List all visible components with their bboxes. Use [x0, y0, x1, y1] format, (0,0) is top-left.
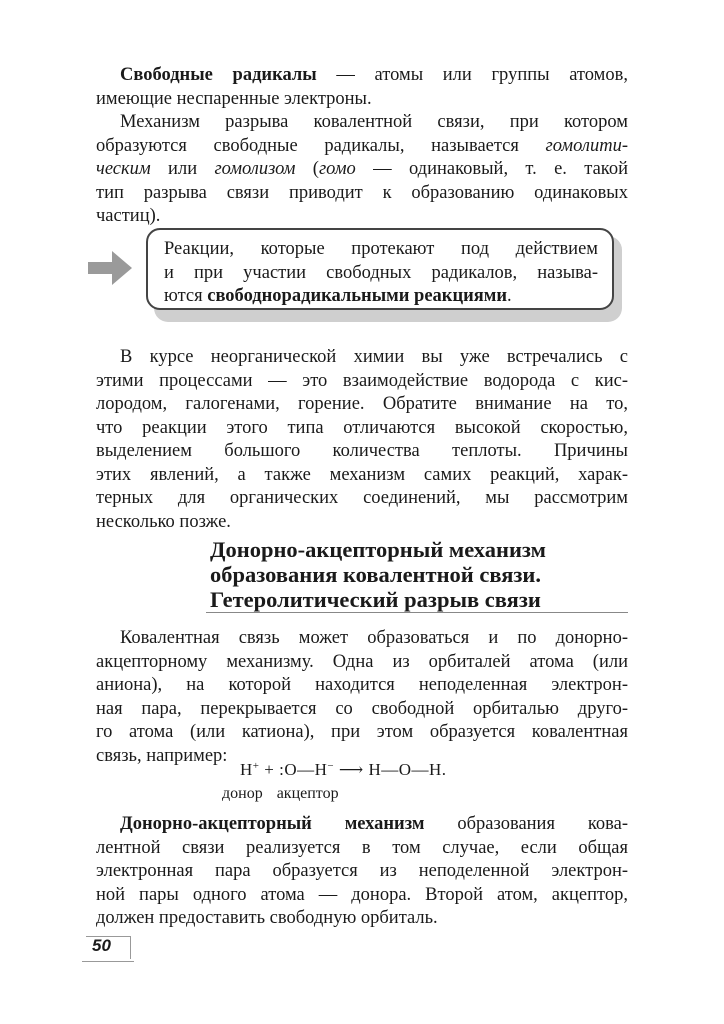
text-line: частиц). — [96, 206, 161, 226]
text-line: этими процессами — это взаимодействие водорода с кис- — [96, 370, 628, 391]
paragraph-free-radicals — [96, 64, 628, 111]
hydrogen-ion: H — [240, 760, 253, 779]
charge-plus: + — [252, 760, 260, 772]
text-line: го атома (или катиона), при этом образуется ковалентная — [96, 722, 628, 742]
text: образования кова- — [424, 814, 628, 834]
text: В курсе неорганической химии вы уже встречались с — [120, 347, 628, 367]
text-line: Реакции, которые протекают под действием — [164, 239, 598, 259]
acceptor-label: акцептор — [276, 785, 339, 802]
heading-line: Гетеролитический разрыв связи — [210, 587, 541, 612]
italic-term: ческим — [96, 159, 151, 179]
text: Ковалентная связь может образоваться и по донорно- — [120, 628, 628, 648]
text-line: этих явлений, а также механизм самих реакций, харак- — [96, 464, 628, 485]
text-line: должен предоставить свободную орбиталь. — [96, 908, 438, 928]
term-free-radical-reactions: свободнорадикальными реакциями — [207, 286, 508, 306]
text-line: аниона), на которой находится неподеленная электрон- — [96, 675, 628, 695]
text-line: электронная пара образуется из неподеленной электрон- — [96, 861, 628, 881]
text-line: ной пары одного атома — донора. Второй атом, акцептор, — [96, 884, 628, 905]
paragraph-donor-acceptor-intro — [96, 627, 628, 768]
text-line: несколько позже. — [96, 511, 231, 532]
callout-box — [146, 228, 614, 310]
heading-line: Донорно-акцепторный механизм — [210, 537, 546, 562]
plus-sign: + — [264, 760, 275, 779]
text: Механизм разрыва ковалентной связи, при котором — [120, 112, 628, 132]
donor-label: донор — [222, 785, 263, 802]
term-donor-acceptor: Донорно-акцепторный механизм — [120, 814, 425, 834]
text: или — [150, 159, 215, 179]
arrow-right-icon — [86, 248, 134, 288]
definition-callout — [86, 226, 632, 322]
text: ( — [295, 159, 319, 179]
italic-term: гомо — [318, 159, 356, 179]
text-line: лородом, галогенами, горение. Обратите внимание на то, — [96, 394, 628, 414]
paragraph-inorganic-context — [96, 346, 628, 534]
text-line: и при участии свободных радикалов, называ- — [164, 262, 598, 283]
text-line: выделением большого количества теплоты. Причины — [96, 441, 628, 461]
text-line: ная пара, перекрывается со свободной орбиталью друго- — [96, 698, 628, 719]
charge-minus: − — [327, 760, 335, 772]
paragraph-homolysis — [96, 111, 628, 229]
reaction-arrow: ⟶ — [338, 760, 364, 779]
italic-term: гомолити- — [545, 135, 628, 156]
hydroxide-ion: :O—H — [279, 760, 328, 779]
text: образуются свободные радикалы, называется — [96, 135, 546, 156]
text-line: акцепторному механизму. Одна из орбиталей атома (или — [96, 651, 628, 672]
text-line: что реакции этого типа отличаются высокой скоростью, — [96, 417, 628, 438]
water-molecule: H—O—H. — [368, 760, 447, 779]
text-line: терных для органических соединений, мы рассмотрим — [96, 488, 628, 508]
paragraph-donor-acceptor-definition — [96, 813, 628, 931]
reaction-formula — [240, 760, 447, 780]
formula-labels — [222, 785, 353, 803]
page-number: 50 — [92, 936, 111, 955]
section-heading — [210, 537, 630, 612]
text-line: связь, например: — [96, 745, 228, 766]
text: . — [507, 286, 512, 306]
term-free-radicals: Свободные радикалы — [120, 65, 317, 85]
text-line: тип разрыва связи приводит к образованию одинаковых — [96, 182, 628, 203]
text-line: лентной связи реализуется в том случае, если общая — [96, 837, 628, 858]
text: — одинаковый, т. е. такой — [355, 159, 628, 179]
heading-line: образования ковалентной связи. — [210, 562, 542, 587]
heading-underline — [206, 612, 628, 613]
italic-term: гомолизом — [214, 159, 296, 179]
text-line: имеющие неспаренные электроны. — [96, 88, 372, 109]
text: — атомы или группы атомов, — [316, 65, 628, 85]
text: ются — [164, 286, 208, 306]
